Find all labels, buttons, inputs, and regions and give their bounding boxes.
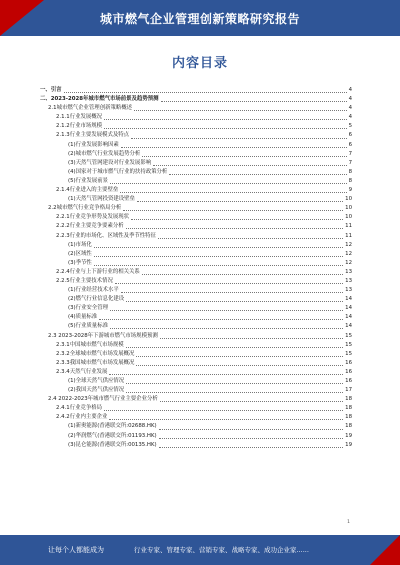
toc-leader-dots: [126, 392, 343, 393]
toc-entry-label: 2.2.1行业竞争形势及发展现状: [56, 214, 130, 221]
toc-entry-label: 2.3.2全球城市燃气市场发展概况: [56, 350, 135, 357]
toc-entry[interactable]: [40, 341, 352, 350]
toc-leader-dots: [110, 183, 347, 184]
toc-entry-label: 2.4.2行业内主要企业: [56, 414, 108, 421]
toc-leader-dots: [159, 438, 344, 439]
toc-entry-label: 2.2.3行业的市场化、区域性及季节性特征: [56, 232, 156, 239]
toc-leader-dots: [159, 447, 344, 448]
toc-entry-label: (3)行业安全管理: [68, 305, 108, 312]
toc-leader-dots: [64, 92, 347, 93]
toc-entry-page: 15: [345, 332, 352, 339]
toc-entry-page: 4: [348, 114, 352, 121]
toc-entry-label: (2)华润燃气(香港联交所:01193.HK): [68, 432, 157, 439]
toc-entry-page: 12: [345, 250, 352, 257]
toc-entry[interactable]: [40, 86, 352, 95]
toc-leader-dots: [104, 410, 343, 411]
toc-leader-dots: [109, 419, 343, 420]
toc-entry[interactable]: [40, 150, 352, 159]
page-number: 1: [347, 520, 350, 525]
toc-entry-label: 2.1.2行业市场规模: [56, 123, 103, 130]
toc-entry-label: (5)行业发展前景: [68, 177, 108, 184]
toc-entry-label: (1)全球天然气供应情况: [68, 378, 125, 384]
header-banner: [0, 0, 400, 36]
toc-entry-label: (3)季节性: [68, 259, 92, 266]
footer-tagline: 行业专家、管理专家、营销专家、战略专家、成功企业家......: [134, 546, 309, 554]
toc-entry-label: (3)天然气管网建设对行业发展影响: [68, 159, 152, 166]
toc-entry-page: 12: [345, 241, 352, 248]
toc-entry-label: (3)昆仑能源(香港联交所:00135.HK): [68, 441, 157, 448]
toc-entry[interactable]: [40, 304, 352, 313]
toc-entry[interactable]: [40, 250, 352, 259]
toc-entry[interactable]: [40, 131, 352, 140]
toc-leader-dots: [109, 374, 343, 375]
toc-entry-page: 11: [345, 232, 352, 239]
toc-entry[interactable]: [40, 432, 352, 441]
toc-entry[interactable]: [40, 295, 352, 304]
toc-leader-dots: [126, 347, 344, 348]
toc-entry[interactable]: [40, 359, 352, 368]
toc-entry-label: 2.1城市燃气企业管理创新策略概述: [48, 105, 133, 112]
toc-entry-label: (2)我国天然气供应情况: [68, 387, 125, 394]
toc-leader-dots: [121, 292, 343, 293]
toc-entry-page: 19: [345, 432, 352, 439]
toc-entry-label: (1)行业经营技术水平: [68, 287, 119, 294]
toc-leader-dots: [99, 319, 343, 320]
toc-entry-label: (1)行业发展影响因素: [68, 141, 119, 148]
toc-entry[interactable]: [40, 222, 352, 231]
toc-entry[interactable]: [40, 268, 352, 277]
toc-entry-page: 6: [348, 141, 352, 148]
toc-leader-dots: [120, 192, 346, 193]
report-title: 城市燃气企业管理创新策略研究报告: [99, 12, 300, 26]
toc-leader-dots: [158, 238, 343, 239]
toc-entry-label: 2.1.4行业进入的主要壁垒: [56, 187, 119, 194]
toc-heading: 内容目录: [171, 56, 228, 71]
toc-entry[interactable]: [40, 204, 352, 213]
toc-entry-label: 2.3 2023-2028年下游城市燃气市场规模预测: [48, 332, 158, 339]
toc-leader-dots: [94, 265, 343, 266]
toc-leader-dots: [137, 201, 343, 202]
toc-entry[interactable]: [40, 277, 352, 286]
toc-entry-label: 2.3.4天然气行业发展: [56, 368, 108, 375]
toc-entry[interactable]: [40, 386, 352, 395]
toc-entry-label: (4)国家对于城市燃气行业的扶持政策分析: [68, 168, 168, 175]
toc-entry-page: 6: [348, 132, 352, 139]
toc-leader-dots: [126, 383, 343, 384]
toc-leader-dots: [134, 110, 347, 111]
toc-entry-label: 2.4.1行业竞争格局: [56, 405, 103, 412]
toc-entry[interactable]: [40, 313, 352, 322]
toc-entry-label: (4)质量标准: [68, 314, 98, 321]
toc-entry-label: 2.2城市燃气行业竞争格局分析: [48, 205, 122, 212]
toc-entry-label: 2.1.1行业发展概况: [56, 114, 103, 121]
toc-entry-label: 2.2.4行业与上下游行业的相关关系: [56, 268, 140, 275]
toc-entry[interactable]: [40, 186, 352, 195]
toc-entry-label: 2.3.3我国城市燃气市场发展概况: [56, 359, 135, 366]
toc-entry[interactable]: [40, 195, 352, 204]
toc-entry-page: 18: [345, 423, 352, 430]
toc-entry-label: (2)城市燃气行业发展趋势分析: [68, 150, 141, 157]
toc-entry[interactable]: [40, 377, 352, 386]
toc-entry-page: 14: [345, 323, 352, 330]
toc-entry[interactable]: [40, 104, 352, 113]
toc-entry-page: 14: [345, 314, 352, 321]
toc-entry[interactable]: [40, 422, 352, 431]
toc-leader-dots: [160, 338, 343, 339]
toc-entry-label: 2.2.2行业主要竞争要素分析: [56, 223, 124, 230]
footer-banner: [0, 535, 400, 565]
toc-entry-page: 4: [348, 96, 352, 103]
toc-entry-label: 二、2023-2028年城市燃气市场前景及趋势预测: [40, 96, 159, 103]
toc-entry-page: 4: [348, 105, 352, 112]
toc-entry-page: 9: [348, 187, 352, 194]
toc-entry-label: (1)市场化: [68, 241, 92, 248]
toc-entry[interactable]: [40, 413, 352, 422]
footer-slogan: 让每个人都能成为: [48, 546, 104, 554]
toc-entry-page: 10: [345, 214, 352, 221]
toc-entry[interactable]: [40, 395, 352, 404]
toc-entry[interactable]: [40, 368, 352, 377]
toc-entry[interactable]: [40, 95, 352, 104]
toc-entry[interactable]: [40, 332, 352, 341]
toc-entry-page: 8: [348, 168, 352, 175]
toc-leader-dots: [104, 128, 347, 129]
toc-entry-page: 16: [345, 368, 352, 375]
toc-entry[interactable]: [40, 322, 352, 331]
toc-entry-page: 15: [345, 341, 352, 348]
toc-entry-page: 18: [345, 414, 352, 421]
toc-leader-dots: [104, 119, 347, 120]
toc-leader-dots: [126, 228, 344, 229]
toc-entry[interactable]: [40, 141, 352, 150]
toc-leader-dots: [142, 274, 343, 275]
toc-leader-dots: [110, 310, 343, 311]
toc-entry-page: 12: [345, 259, 352, 266]
toc-entry-label: 2.3.1中国城市燃气市场规模: [56, 341, 124, 348]
toc-leader-dots: [136, 365, 343, 366]
toc-entry[interactable]: [40, 159, 352, 168]
toc-entry[interactable]: [40, 168, 352, 177]
toc-entry-page: 8: [348, 177, 352, 184]
toc-entry[interactable]: [40, 241, 352, 250]
toc-entry-page: 10: [345, 196, 352, 203]
footer-accent-triangle: [370, 535, 400, 565]
toc-entry-page: 13: [345, 287, 352, 294]
toc-entry-page: 13: [345, 277, 352, 284]
toc-leader-dots: [159, 429, 344, 430]
table-of-contents: [40, 86, 352, 450]
toc-entry-page: 16: [345, 359, 352, 366]
toc-entry-label: (5)行业质量标准: [68, 323, 108, 330]
toc-entry[interactable]: [40, 286, 352, 295]
toc-entry-page: 18: [345, 396, 352, 403]
toc-leader-dots: [131, 219, 343, 220]
toc-leader-dots: [115, 283, 343, 284]
toc-leader-dots: [126, 301, 343, 302]
toc-entry-label: (2)区域性: [68, 250, 92, 257]
toc-entry-page: 7: [348, 150, 352, 157]
toc-entry-page: 14: [345, 296, 352, 303]
toc-entry[interactable]: [40, 177, 352, 186]
toc-entry-page: 18: [345, 405, 352, 412]
toc-entry-page: 5: [348, 123, 352, 130]
toc-entry-page: 11: [345, 223, 352, 230]
toc-entry[interactable]: [40, 259, 352, 268]
toc-entry-page: 19: [345, 441, 352, 448]
toc-leader-dots: [94, 247, 343, 248]
toc-leader-dots: [153, 165, 346, 166]
toc-leader-dots: [131, 138, 347, 139]
toc-entry-page: 4: [348, 87, 352, 93]
toc-entry-page: 17: [345, 387, 352, 394]
toc-entry-label: 2.1.3行业主要发展模式及特点: [56, 132, 130, 139]
toc-leader-dots: [123, 210, 343, 211]
toc-leader-dots: [136, 356, 343, 357]
toc-entry[interactable]: [40, 441, 352, 450]
toc-entry[interactable]: [40, 122, 352, 131]
toc-entry-label: 2.2.5行业主要技术情况: [56, 277, 113, 284]
toc-entry-label: (2)燃气行业信息化建设: [68, 296, 125, 303]
toc-leader-dots: [160, 401, 343, 402]
toc-leader-dots: [161, 101, 347, 102]
toc-entry-page: 13: [345, 268, 352, 275]
toc-entry-label: 2.4 2022-2023年城市燃气行业主要企业分析: [48, 396, 158, 403]
toc-leader-dots: [121, 147, 347, 148]
toc-leader-dots: [142, 156, 346, 157]
toc-entry-page: 16: [345, 378, 352, 384]
toc-entry[interactable]: [40, 350, 352, 359]
toc-entry-label: 一、引言: [40, 87, 62, 93]
toc-entry[interactable]: [40, 213, 352, 222]
toc-entry-label: (1)天然气管网投资建设壁垒: [68, 196, 135, 203]
toc-entry-page: 14: [345, 305, 352, 312]
toc-leader-dots: [169, 174, 346, 175]
toc-entry-page: 7: [348, 159, 352, 166]
toc-entry-page: 10: [345, 205, 352, 212]
toc-entry[interactable]: [40, 232, 352, 241]
toc-entry[interactable]: [40, 113, 352, 122]
toc-leader-dots: [110, 328, 343, 329]
toc-entry[interactable]: [40, 404, 352, 413]
toc-entry-label: (1)新奥能源(香港联交所:02688.HK): [68, 423, 157, 430]
toc-leader-dots: [94, 256, 343, 257]
toc-entry-page: 15: [345, 350, 352, 357]
